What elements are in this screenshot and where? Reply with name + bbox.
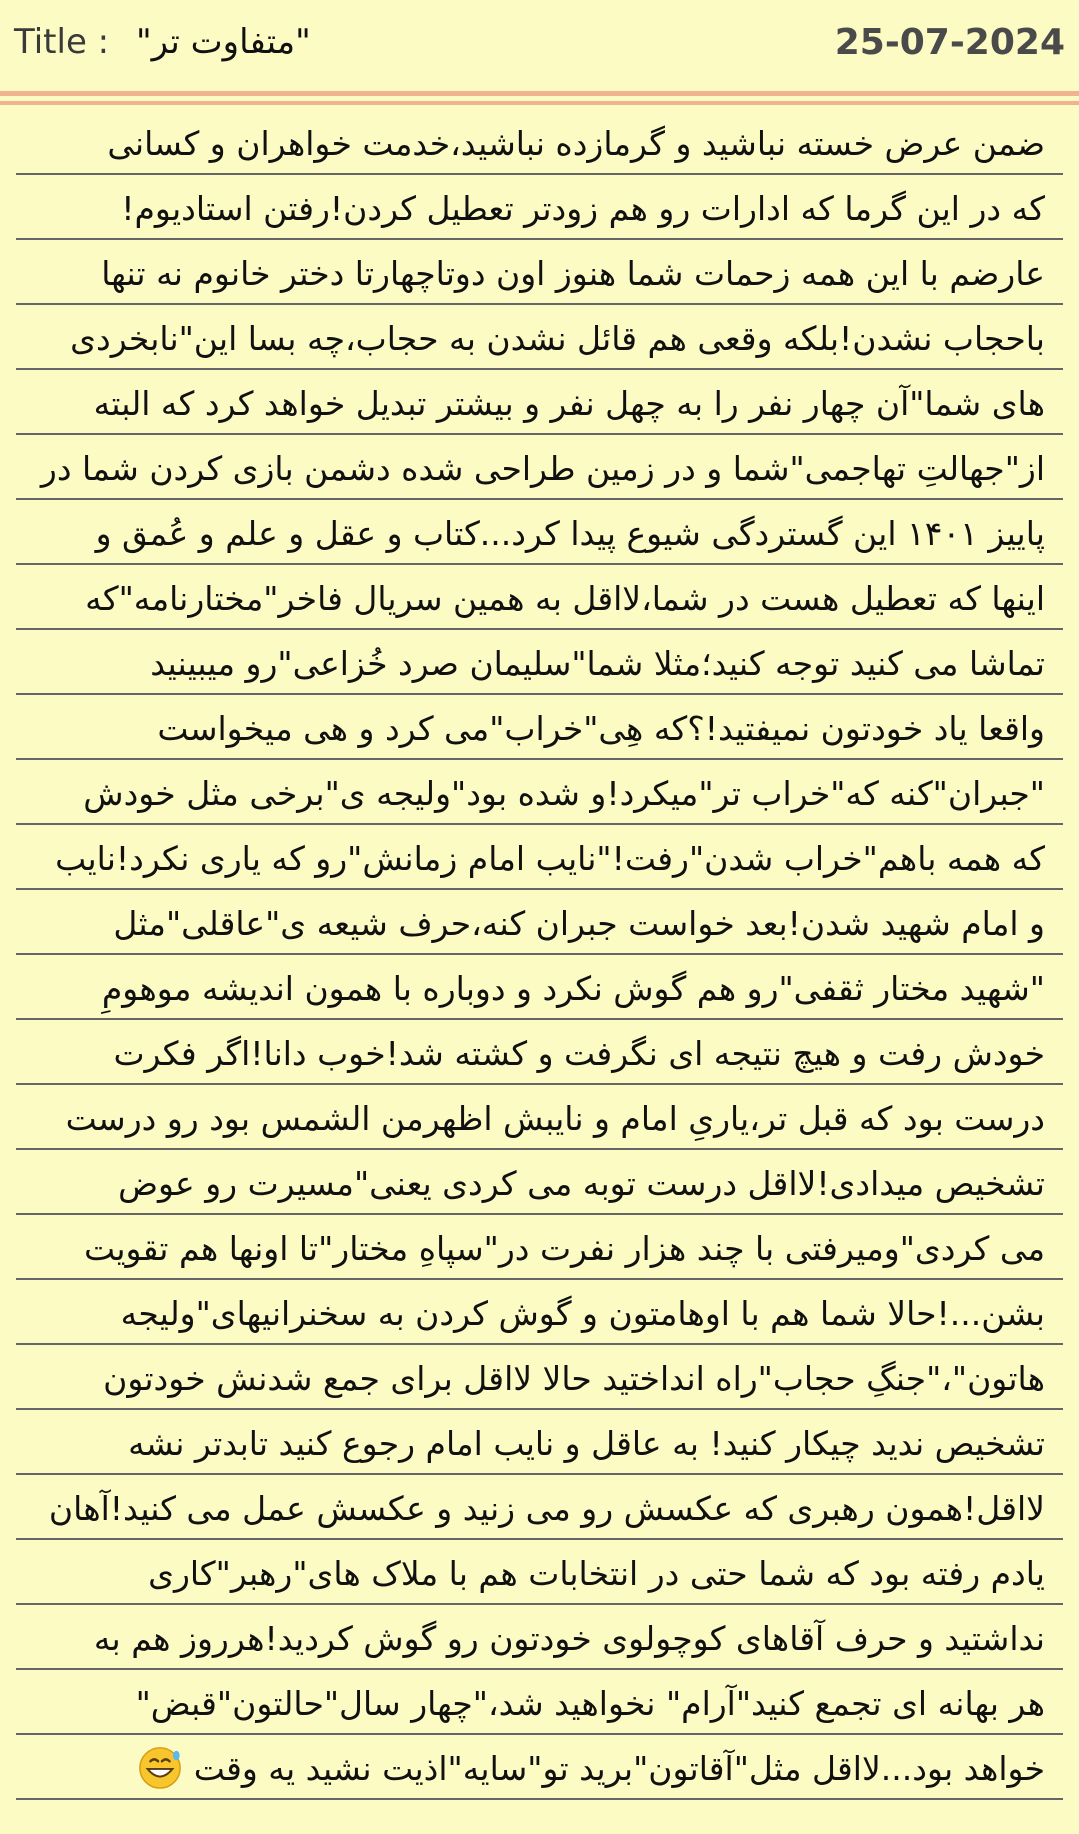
text-line: خودش رفت و هیچ نتیجه ای نگرفت و کشته شد!خوب دانا!اگر فکرت <box>16 1020 1063 1085</box>
text-line: هر بهانه ای تجمع کنید"آرام" نخواهید شد،"چهار سال"حالتون"قبض" <box>16 1670 1063 1735</box>
text-line: نداشتید و حرف آقاهای کوچولوی خودتون رو گوش کردید!هرروز هم به <box>16 1605 1063 1670</box>
header-divider-bottom <box>0 101 1079 105</box>
text-line: "جبران"کنه که"خراب تر"میکرد!و شده بود"ولیجه ی"برخی مثل خودش <box>16 760 1063 825</box>
text-line-content: خواهد بود...لااقل مثل"آقاتون"برید تو"سایه"اذیت نشید یه وقت <box>193 1749 1045 1788</box>
grinning-sweat-face-icon <box>137 1744 183 1790</box>
text-line: درست بود که قبل تر،یاریِ امام و نایبش اظهرمن الشمس بود رو درست <box>16 1085 1063 1150</box>
text-line: های شما"آن چهار نفر را به چهل نفر و بیشتر تبدیل خواهد کرد که البته <box>16 370 1063 435</box>
title-label: Title : <box>14 22 110 62</box>
note-body[interactable] <box>16 110 1063 1800</box>
text-line: عارضم با این همه زحمات شما هنوز اون دوتاچهارتا دختر خانوم نه تنها <box>16 240 1063 305</box>
text-line: واقعا یاد خودتون نمیفتید!؟که هِی"خراب"می کرد و هی میخواست <box>16 695 1063 760</box>
text-line: ضمن عرض خسته نباشید و گرمازده نباشید،خدمت خواهران و کسانی <box>16 110 1063 175</box>
text-line: که در این گرما که ادارات رو هم زودتر تعطیل کردن!رفتن استادیوم! <box>16 175 1063 240</box>
header-divider-top <box>0 91 1079 96</box>
text-line: لااقل!همون رهبری که عکسش رو می زنید و عکسش عمل می کنید!آهان <box>16 1475 1063 1540</box>
text-line: اینها که تعطیل هست در شما،لااقل به همین سریال فاخر"مختارنامه"که <box>16 565 1063 630</box>
text-line: "شهید مختار ثقفی"رو هم گوش نکرد و دوباره با همون اندیشه موهومِ <box>16 955 1063 1020</box>
text-line: یادم رفته بود که شما حتی در انتخابات هم با ملاک های"رهبر"کاری <box>16 1540 1063 1605</box>
text-line: بشن...!حالا شما هم با اوهامتون و گوش کردن به سخنرانیهای"ولیجه <box>16 1280 1063 1345</box>
text-line: می کردی"ومیرفتی با چند هزار نفرت در"سپاهِ مختار"تا اونها هم تقویت <box>16 1215 1063 1280</box>
text-line-last <box>16 1735 1063 1800</box>
text-line: تشخیص میدادی!لااقل درست توبه می کردی یعنی"مسیرت رو عوض <box>16 1150 1063 1215</box>
text-line: از"جهالتِ تهاجمی"شما و در زمین طراحی شده دشمن بازی کردن شما در <box>16 435 1063 500</box>
note-date: 25-07-2024 <box>834 22 1065 63</box>
text-line: تماشا می کنید توجه کنید؛مثلا شما"سلیمان صرد خُزاعی"رو میبینید <box>16 630 1063 695</box>
text-line: و امام شهید شدن!بعد خواست جبران کنه،حرف شیعه ی"عاقلی"مثل <box>16 890 1063 955</box>
note-title: "متفاوت تر" <box>136 22 311 62</box>
text-line: پاییز ۱۴۰۱ این گستردگی شیوع پیدا کرد...کتاب و عقل و علم و عُمق و <box>16 500 1063 565</box>
text-line: که همه باهم"خراب شدن"رفت!"نایب امام زمانش"رو که یاری نکرد!نایب <box>16 825 1063 890</box>
text-line: هاتون"،"جنگِ حجاب"راه انداختید حالا لااقل برای جمع شدنش خودتون <box>16 1345 1063 1410</box>
text-line: تشخیص ندید چیکار کنید! به عاقل و نایب امام رجوع کنید تابدتر نشه <box>16 1410 1063 1475</box>
note-header <box>0 0 1079 92</box>
text-line: باحجاب نشدن!بلکه وقعی هم قائل نشدن به حجاب،چه بسا این"نابخردی <box>16 305 1063 370</box>
